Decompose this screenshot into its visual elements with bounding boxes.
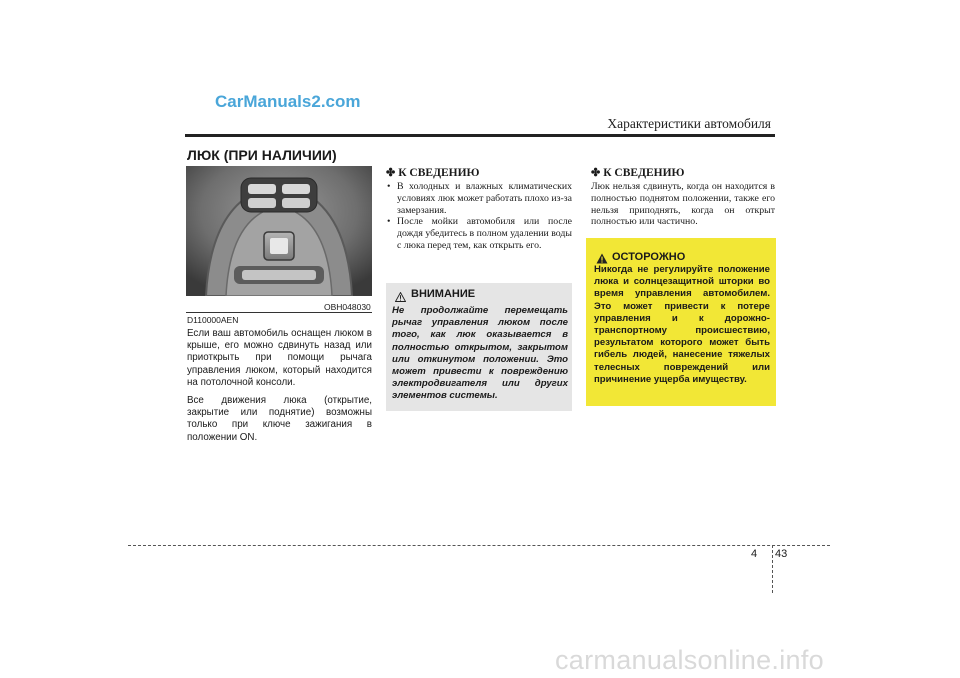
paragraph: Если ваш автомобиль оснащен люком в крыше, его можно сдвинуть назад или приоткрыть при помощи рычага управления люком, который находится на потолочной консоли. — [187, 328, 372, 388]
figure-rule — [186, 312, 372, 313]
list-item: • В холодных и влажных климатических условиях люк может работать плохо из-за замерзания. — [387, 181, 572, 216]
running-header-title: Характеристики автомобиля — [607, 116, 771, 131]
info-text: Люк нельзя сдвинуть, когда он находится в полностью поднятом положении, также его нельзя приподнять, когда он открыт полностью или частично. — [591, 181, 775, 228]
info-heading: ✤ К СВЕДЕНИЮ — [386, 167, 480, 179]
cross-icon: ✤ — [591, 167, 601, 179]
info-heading: ✤ К СВЕДЕНИЮ — [591, 167, 685, 179]
footer-rule — [128, 545, 830, 546]
header-rule — [185, 134, 775, 137]
warning-text: Никогда не регулируйте положение люка и солнцезащитной шторки во время управления автомобилем. Это может привести к потере управления и к дорожно-транспортному происшествию, результатом которого может быть гибель людей, нанесение тяжелых телесных повреждений или причинение ущерба имуществу. — [594, 264, 770, 385]
notice-title: ВНИМАНИЕ — [411, 288, 476, 300]
watermark-carmanualsonline[interactable]: carmanualsonline.info — [555, 645, 824, 675]
watermark-carmanuals2[interactable]: CarManuals2.com — [215, 92, 361, 111]
warning-title: ОСТОРОЖНО — [612, 251, 686, 263]
chapter-number: 4 — [751, 548, 758, 560]
page-number: 43 — [775, 548, 788, 560]
figure-caption: OBH048030 — [324, 302, 371, 312]
section-code: D110000AEN — [187, 315, 239, 325]
notice-text: Не продолжайте перемещать рычаг управления люком после того, как люк оказывается в полностью открытом, закрытом или откинутом положении. Это может привести к повреждению электродвигателя или других элементов системы. — [392, 305, 568, 402]
cross-icon: ✤ — [386, 167, 396, 179]
list-item: • После мойки автомобиля или после дождя убедитесь в полном удалении воды с люка перед тем, как открыть его. — [387, 216, 572, 251]
info-bullet-list — [386, 181, 572, 252]
paragraph: Все движения люка (открытие, закрытие или поднятие) возможны только при ключе зажигания в положении ON. — [187, 395, 372, 443]
sunroof-control-photo — [186, 166, 372, 296]
section-heading: ЛЮК (ПРИ НАЛИЧИИ) — [187, 147, 337, 163]
footer-divider — [772, 545, 773, 593]
